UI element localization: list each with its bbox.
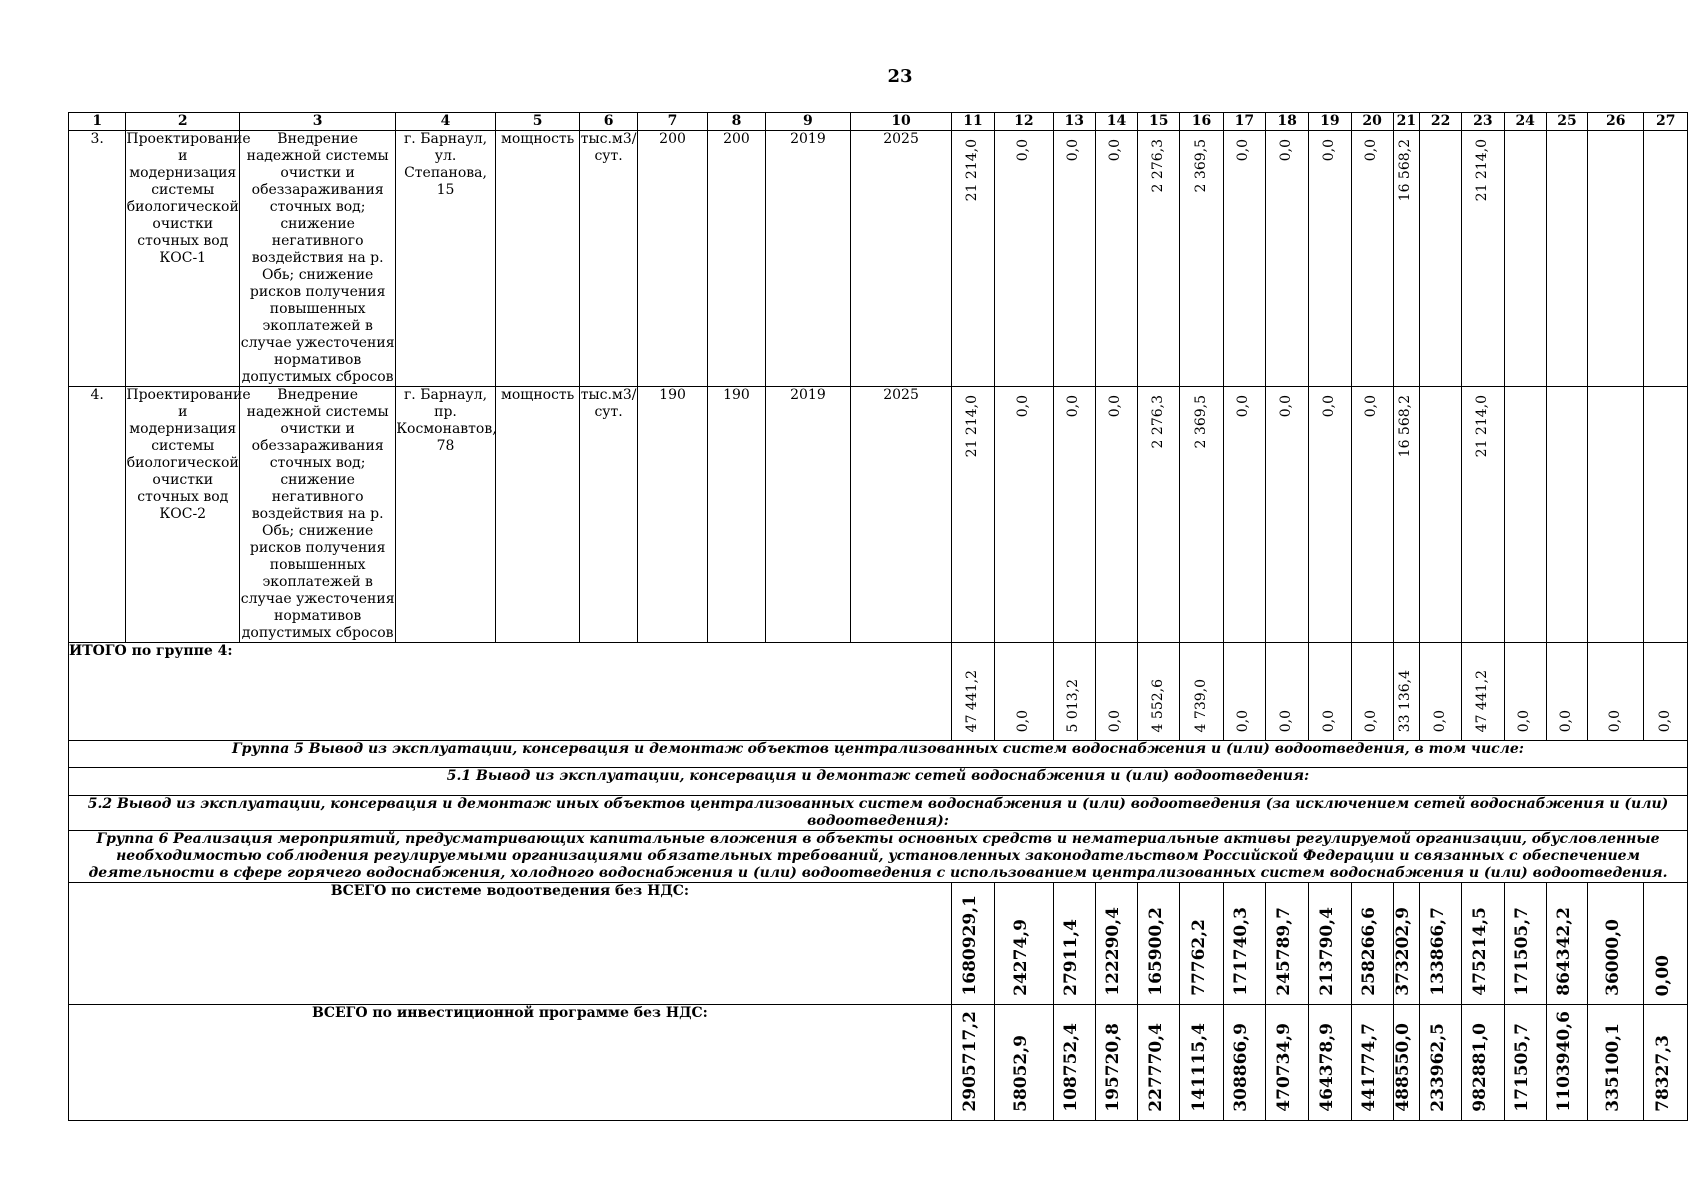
year-start: 2019 — [765, 131, 851, 387]
group-6-row — [69, 831, 1688, 883]
col-header: 15 — [1138, 113, 1180, 131]
group-5-2-title: 5.2 Вывод из эксплуатации, консервация и демонтаж иных объектов централизованных систем водоснабжения и (или) водоотведения (за исключением сетей водоснабжения и (или) водоотведения): — [69, 796, 1688, 831]
total-sewer-value: 171505,7 — [1512, 907, 1533, 996]
col-header: 20 — [1351, 113, 1393, 131]
year-start: 2019 — [765, 387, 851, 643]
total-program-value: 141115,4 — [1188, 1023, 1209, 1112]
total-program-value: 488550,0 — [1393, 1023, 1414, 1112]
amount-cell: 16 568,2 — [1397, 139, 1414, 202]
total-sewer-value: 258266,6 — [1359, 907, 1380, 996]
amount-cell: 0,0 — [1065, 395, 1082, 418]
col-header: 7 — [637, 113, 707, 131]
amount-cell: 21 214,0 — [1473, 139, 1490, 202]
parameter-name: мощность — [495, 387, 580, 643]
col-header: 14 — [1095, 113, 1137, 131]
group-total-value: 0,0 — [1656, 709, 1673, 732]
total-program-row — [69, 1005, 1688, 1121]
empty-cell — [1644, 387, 1688, 643]
group-total-value: 0,0 — [1278, 709, 1295, 732]
row-number: 3. — [69, 131, 126, 387]
amount-cell: 0,0 — [1235, 395, 1252, 418]
total-program-value: 78327,3 — [1652, 1035, 1673, 1112]
total-sewer-value: 0,00 — [1652, 954, 1673, 996]
col-header: 22 — [1419, 113, 1461, 131]
parameter-unit: тыс.м3/сут. — [580, 131, 637, 387]
col-header: 6 — [580, 113, 637, 131]
total-sewer-value: 165900,2 — [1145, 907, 1166, 996]
col-header: 3 — [240, 113, 396, 131]
col-header: 5 — [495, 113, 580, 131]
amount-cell: 0,0 — [1107, 139, 1124, 162]
amount-cell: 0,0 — [1320, 139, 1337, 162]
amount-cell: 21 214,0 — [964, 395, 981, 458]
amount-cell: 0,0 — [1014, 139, 1031, 162]
col-header: 8 — [708, 113, 765, 131]
amount-cell: 2 276,3 — [1149, 139, 1166, 193]
total-sewer-value: 122290,4 — [1103, 907, 1124, 996]
value-before: 200 — [637, 131, 707, 387]
project-goal: Внедрение надежной системы очистки и обеззараживания сточных вод; снижение негативного воздействия на р. Обь; снижение рисков получения повышенных экоплатежей в случае ужесточения нормативов допустимых сбросов — [240, 131, 395, 385]
total-sewer-value: 27911,4 — [1061, 919, 1082, 996]
total-sewer-value: 36000,0 — [1602, 919, 1623, 996]
empty-cell — [1504, 387, 1546, 643]
col-header: 1 — [69, 113, 126, 131]
group-total-value: 0,0 — [1431, 709, 1448, 732]
col-header: 27 — [1644, 113, 1688, 131]
total-sewer-row — [69, 883, 1688, 1005]
total-sewer-value: 475214,5 — [1469, 907, 1490, 996]
group-total-value: 47 441,2 — [1473, 669, 1490, 732]
col-header: 18 — [1265, 113, 1308, 131]
amount-cell: 21 214,0 — [1473, 395, 1490, 458]
total-program-value: 464378,9 — [1316, 1023, 1337, 1112]
group-total-value: 33 136,4 — [1397, 669, 1414, 732]
total-sewer-value: 1680929,1 — [960, 895, 981, 996]
group-total-value: 47 441,2 — [964, 669, 981, 732]
project-location: г. Барнаул, ул. Степанова, 15 — [396, 131, 496, 387]
amount-cell: 0,0 — [1320, 395, 1337, 418]
group-5-1-row — [69, 768, 1688, 796]
total-program-value: 195720,8 — [1103, 1023, 1124, 1112]
total-program-value: 2905717,2 — [960, 1011, 981, 1112]
amount-cell: 0,0 — [1107, 395, 1124, 418]
total-program-value: 1103940,6 — [1553, 1011, 1574, 1112]
amount-cell: 16 568,2 — [1397, 395, 1414, 458]
page-number: 23 — [887, 66, 913, 87]
amount-cell: 0,0 — [1065, 139, 1082, 162]
group-total-value: 0,0 — [1363, 709, 1380, 732]
total-sewer-value: 373202,9 — [1393, 907, 1414, 996]
col-header: 10 — [851, 113, 952, 131]
amount-cell: 0,0 — [1363, 395, 1380, 418]
project-goal: Внедрение надежной системы очистки и обеззараживания сточных вод; снижение негативного воздействия на р. Обь; снижение рисков получения повышенных экоплатежей в случае ужесточения нормативов допустимых сбросов — [240, 387, 395, 641]
group-total-label: ИТОГО по группе 4: — [69, 643, 952, 741]
amount-cell: 2 276,3 — [1149, 395, 1166, 449]
total-program-label: ВСЕГО по инвестиционной программе без НДС: — [69, 1005, 952, 1121]
col-header: 2 — [126, 113, 240, 131]
empty-cell — [1644, 131, 1688, 387]
total-program-value: 227770,4 — [1145, 1023, 1166, 1112]
group-6-title: Группа 6 Реализация мероприятий, предусматривающих капитальные вложения в объекты основных средств и нематериальные активы регулируемой организации, обусловленные необходимостью соблюдения регулируемыми организациями обязательных требований, установленных законодательством Российской Федерации и связанных с обеспечением деятельности в сфере горячего водоснабжения, холодного водоснабжения и (или) водоотведения с использованием централизованных систем водоснабжения и (или) водоотведения. — [69, 831, 1688, 883]
project-name: Проектирование и модернизация системы биологической очистки сточных вод КОС-1 — [126, 131, 240, 387]
col-header: 19 — [1309, 113, 1351, 131]
empty-cell — [1588, 131, 1644, 387]
table-row — [69, 131, 1688, 387]
group-5-row — [69, 741, 1688, 768]
column-number-row — [69, 113, 1688, 131]
col-header: 11 — [951, 113, 994, 131]
col-header: 21 — [1393, 113, 1419, 131]
col-header: 25 — [1546, 113, 1587, 131]
total-sewer-value: 133866,7 — [1427, 907, 1448, 996]
value-after: 190 — [708, 387, 765, 643]
empty-cell — [1419, 131, 1461, 387]
total-program-value: 308866,9 — [1231, 1023, 1252, 1112]
total-program-value: 233962,5 — [1427, 1023, 1448, 1112]
total-program-value: 171505,7 — [1512, 1023, 1533, 1112]
parameter-name: мощность — [495, 131, 580, 387]
col-header: 26 — [1588, 113, 1644, 131]
group-total-value: 0,0 — [1107, 709, 1124, 732]
group-total-value: 0,0 — [1606, 709, 1623, 732]
group-total-value: 4 552,6 — [1149, 678, 1166, 732]
empty-cell — [1546, 131, 1587, 387]
year-end: 2025 — [851, 387, 952, 643]
col-header: 4 — [396, 113, 496, 131]
group-5-2-row — [69, 796, 1688, 831]
project-location: г. Барнаул, пр. Космонавтов, 78 — [396, 387, 496, 643]
amount-cell: 0,0 — [1235, 139, 1252, 162]
amount-cell: 0,0 — [1014, 395, 1031, 418]
value-before: 190 — [637, 387, 707, 643]
col-header: 9 — [765, 113, 851, 131]
total-program-value: 982881,0 — [1469, 1023, 1490, 1112]
amount-cell: 2 369,5 — [1192, 139, 1209, 193]
total-program-value: 470734,9 — [1274, 1023, 1295, 1112]
investment-table — [68, 112, 1688, 1121]
total-sewer-value: 213790,4 — [1316, 907, 1337, 996]
total-program-value: 58052,9 — [1010, 1035, 1031, 1112]
total-sewer-value: 77762,2 — [1188, 919, 1209, 996]
amount-cell: 0,0 — [1363, 139, 1380, 162]
group-total-value: 0,0 — [1516, 709, 1533, 732]
total-sewer-value: 24274,9 — [1010, 919, 1031, 996]
group-total-value: 0,0 — [1557, 709, 1574, 732]
group-total-value: 0,0 — [1014, 709, 1031, 732]
amount-cell: 2 369,5 — [1192, 395, 1209, 449]
group-total-row — [69, 643, 1688, 741]
total-sewer-value: 864342,2 — [1553, 907, 1574, 996]
group-5-title: Группа 5 Вывод из эксплуатации, консервация и демонтаж объектов централизованных систем водоснабжения и (или) водоотведения, в том числе: — [69, 741, 1688, 768]
row-number: 4. — [69, 387, 126, 643]
value-after: 200 — [708, 131, 765, 387]
group-5-1-title: 5.1 Вывод из эксплуатации, консервация и демонтаж сетей водоснабжения и (или) водоотведения: — [69, 768, 1688, 796]
total-sewer-value: 171740,3 — [1231, 907, 1252, 996]
empty-cell — [1504, 131, 1546, 387]
total-program-value: 441774,7 — [1359, 1023, 1380, 1112]
group-total-value: 0,0 — [1320, 709, 1337, 732]
year-end: 2025 — [851, 131, 952, 387]
col-header: 12 — [995, 113, 1053, 131]
group-total-value: 0,0 — [1235, 709, 1252, 732]
group-total-value: 5 013,2 — [1065, 678, 1082, 732]
amount-cell: 0,0 — [1278, 395, 1295, 418]
col-header: 23 — [1462, 113, 1504, 131]
empty-cell — [1588, 387, 1644, 643]
col-header: 24 — [1504, 113, 1546, 131]
amount-cell: 0,0 — [1278, 139, 1295, 162]
col-header: 13 — [1053, 113, 1095, 131]
amount-cell: 21 214,0 — [964, 139, 981, 202]
empty-cell — [1419, 387, 1461, 643]
table-row — [69, 387, 1688, 643]
total-program-value: 108752,4 — [1061, 1023, 1082, 1112]
group-total-value: 4 739,0 — [1192, 678, 1209, 732]
total-sewer-label: ВСЕГО по системе водоотведения без НДС: — [69, 883, 952, 1005]
project-name: Проектирование и модернизация системы биологической очистки сточных вод КОС-2 — [126, 387, 240, 643]
col-header: 17 — [1223, 113, 1265, 131]
col-header: 16 — [1180, 113, 1223, 131]
total-program-value: 335100,1 — [1602, 1023, 1623, 1112]
total-sewer-value: 245789,7 — [1274, 907, 1295, 996]
parameter-unit: тыс.м3/сут. — [580, 387, 637, 643]
empty-cell — [1546, 387, 1587, 643]
